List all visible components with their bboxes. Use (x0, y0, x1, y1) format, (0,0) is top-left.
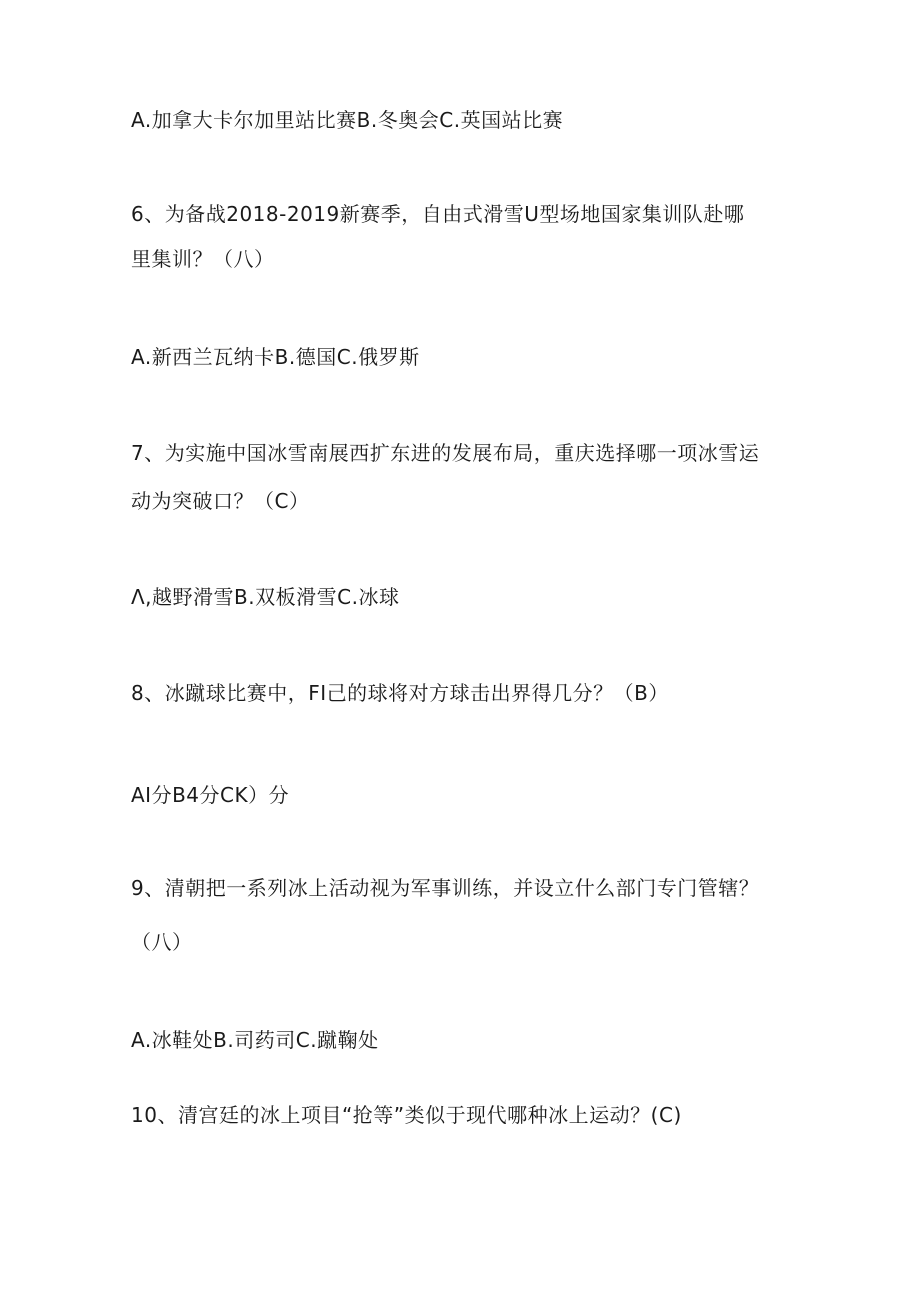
question-9-line-2: （八） (131, 930, 193, 954)
question-6-line-2: 里集训？（八） (131, 247, 275, 271)
question-6-line-1: 6、为备战2018-2019新赛季，自由式滑雪U型场地国家集训队赴哪 (131, 202, 745, 226)
option-line-q8: AI分B4分CK）分 (131, 783, 290, 807)
option-line-q6: A.新西兰瓦纳卡B.德国C.俄罗斯 (131, 345, 420, 369)
question-10-line-1: 10、清宫廷的冰上项目“抢等”类似于现代哪种冰上运动？(C) (131, 1103, 682, 1127)
option-line-q5: A.加拿大卡尔加里站比赛B.冬奥会C.英国站比赛 (131, 108, 564, 132)
question-9-line-1: 9、清朝把一系列冰上活动视为军事训练，并设立什么部门专门管辖？ (131, 876, 760, 900)
question-7-line-1: 7、为实施中国冰雪南展西扩东进的发展布局，重庆选择哪一项冰雪运 (131, 441, 760, 465)
option-line-q9: A.冰鞋处B.司药司C.蹴鞠处 (131, 1028, 379, 1052)
option-line-q7: Λ,越野滑雪B.双板滑雪C.冰球 (131, 585, 400, 609)
question-8-line-1: 8、冰蹴球比赛中，FI己的球将对方球击出界得几分？（B） (131, 681, 669, 705)
question-7-line-2: 动为突破口？（C） (131, 489, 310, 513)
